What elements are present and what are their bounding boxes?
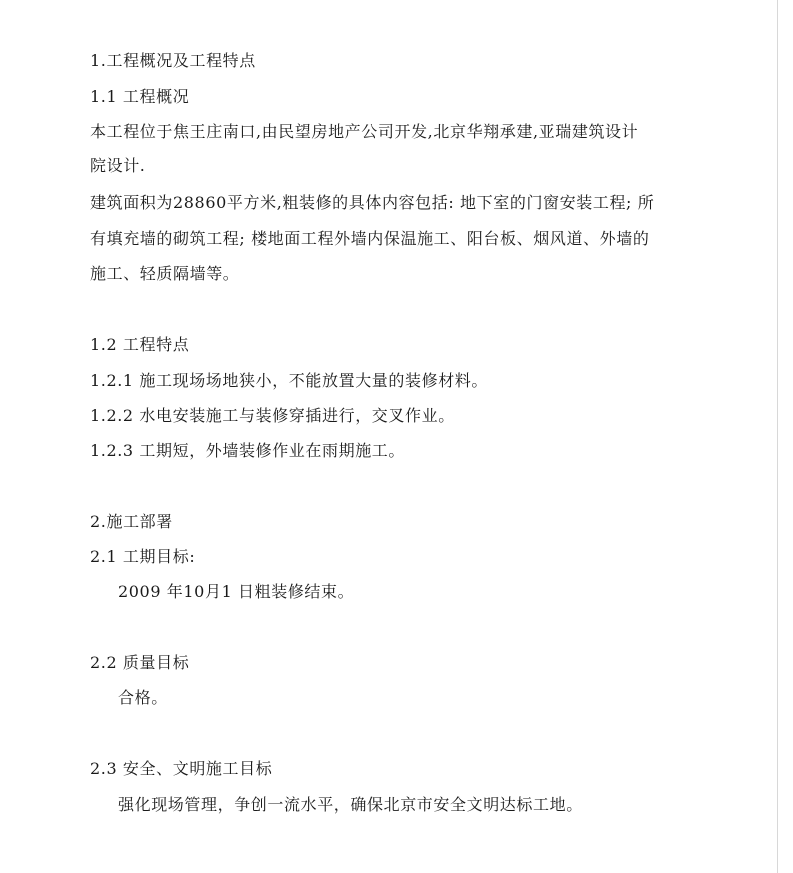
subsection-heading: 1.1 工程概况 xyxy=(90,87,190,106)
paragraph-line: 有填充墙的砌筑工程; 楼地面工程外墙内保温施工、阳台板、烟风道、外墙的 xyxy=(90,229,650,248)
subsection-heading: 2.2 质量目标 xyxy=(90,653,190,672)
list-item: 1.2.1 施工现场场地狭小，不能放置大量的装修材料。 xyxy=(90,371,488,390)
list-item: 1.2.3 工期短，外墙装修作业在雨期施工。 xyxy=(90,441,405,460)
paragraph-line: 本工程位于焦王庄南口,由民望房地产公司开发,北京华翔承建,亚瑞建筑设计 xyxy=(90,122,639,141)
subsection-heading: 2.1 工期目标: xyxy=(90,547,196,566)
paragraph-line: 合格。 xyxy=(118,688,168,707)
page-edge-divider xyxy=(777,0,778,873)
paragraph-line: 施工、轻质隔墙等。 xyxy=(90,264,240,283)
paragraph-line: 院设计. xyxy=(90,156,146,175)
subsection-heading: 1.2 工程特点 xyxy=(90,335,190,354)
subsection-heading: 2.3 安全、文明施工目标 xyxy=(90,759,273,778)
paragraph-line: 强化现场管理，争创一流水平，确保北京市安全文明达标工地。 xyxy=(118,795,583,814)
paragraph-line: 2009 年10月1 日粗装修结束。 xyxy=(118,582,355,601)
section-heading: 1.工程概况及工程特点 xyxy=(90,51,256,70)
paragraph-line: 建筑面积为28860平方米,粗装修的具体内容包括: 地下室的门窗安装工程; 所 xyxy=(90,193,655,212)
list-item: 1.2.2 水电安装施工与装修穿插进行，交叉作业。 xyxy=(90,406,455,425)
section-heading: 2.施工部署 xyxy=(90,512,173,531)
